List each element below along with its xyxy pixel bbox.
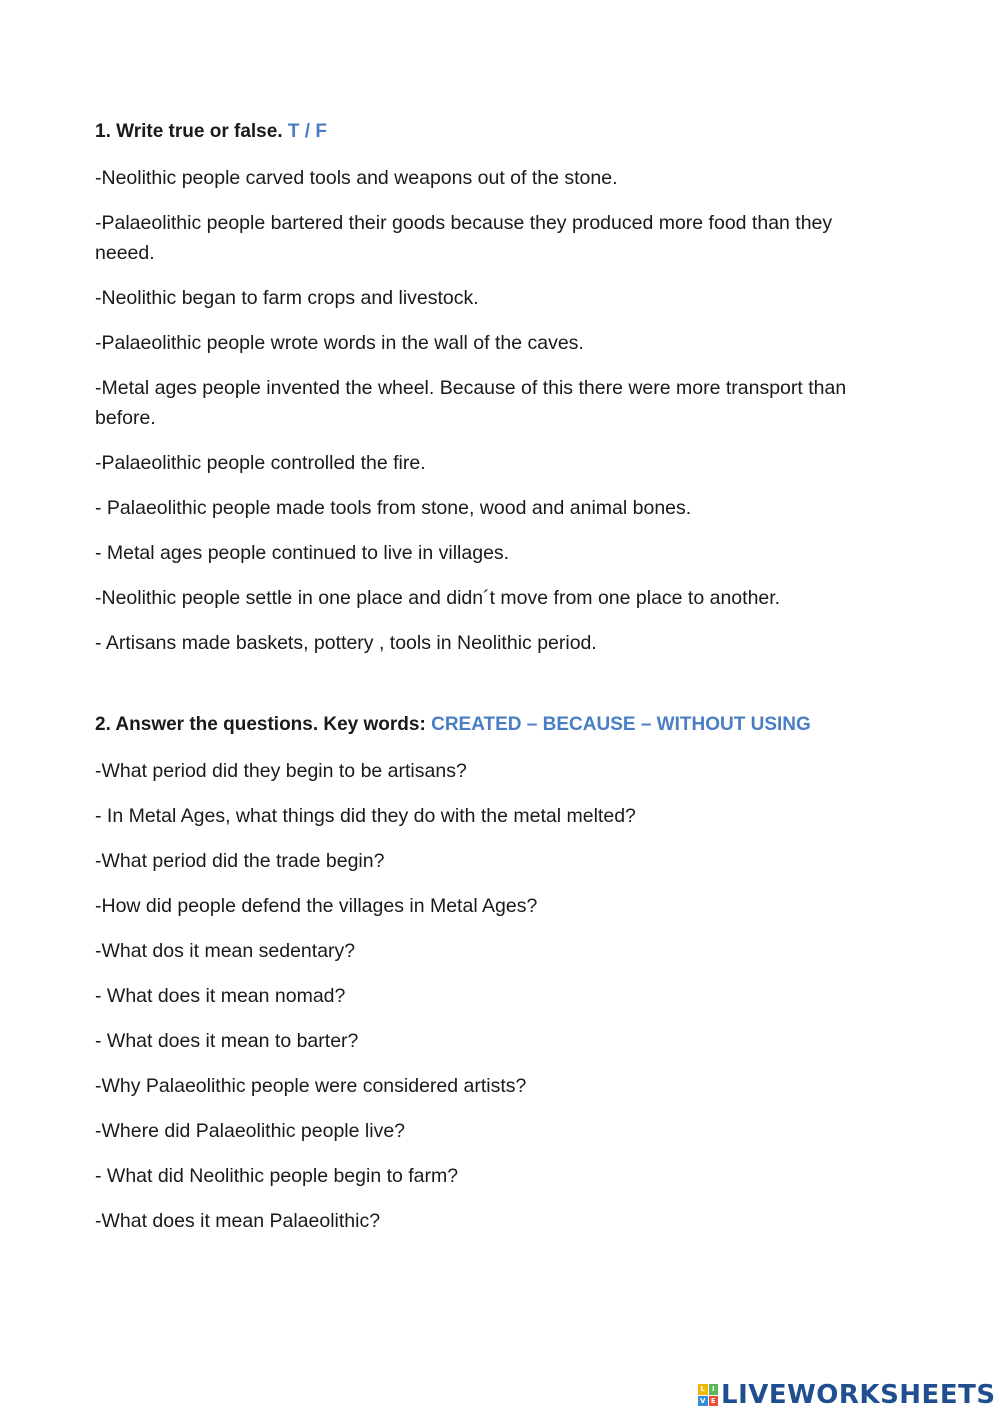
section-1-answer-key: T / F: [287, 121, 327, 142]
section-1-heading: [95, 118, 895, 146]
question-item: -How did people defend the villages in Metal Ages?: [95, 895, 538, 917]
question-item: - What does it mean nomad?: [95, 985, 346, 1007]
question-item: - What did Neolithic people begin to farm?: [95, 1165, 459, 1187]
logo-mark-cell: I: [709, 1384, 719, 1395]
true-false-statement: -Neolithic people carved tools and weapons out of the stone.: [95, 167, 618, 189]
question-item: - What does it mean to barter?: [95, 1030, 359, 1052]
question-item: -What period did they begin to be artisans?: [95, 760, 467, 782]
true-false-statement: - Artisans made baskets, pottery , tools in Neolithic period.: [95, 632, 597, 654]
section-2-key-words: CREATED – BECAUSE – WITHOUT USING: [431, 714, 811, 735]
logo-mark-cell: E: [709, 1396, 719, 1407]
logo-wordmark: LIVEWORKSHEETS: [721, 1380, 996, 1410]
logo-mark-cell: V: [698, 1396, 708, 1407]
true-false-statement: -Palaeolithic people controlled the fire.: [95, 452, 426, 474]
logo-mark-cell: L: [698, 1384, 708, 1395]
section-1-title: 1. Write true or false.: [95, 121, 283, 142]
question-item: -What period did the trade begin?: [95, 850, 385, 872]
question-item: -What dos it mean sedentary?: [95, 940, 356, 962]
logo-mark-icon: [698, 1384, 718, 1406]
question-item: -Where did Palaeolithic people live?: [95, 1120, 406, 1142]
section-2-heading: [95, 711, 895, 739]
section-1-list: [95, 163, 895, 658]
question-item: - In Metal Ages, what things did they do with the metal melted?: [95, 805, 636, 827]
question-item: -Why Palaeolithic people were considered artists?: [95, 1075, 527, 1097]
worksheet-content: [95, 118, 895, 1251]
true-false-statement: -Metal ages people invented the wheel. Because of this there were more transport than before.: [95, 377, 847, 429]
liveworksheets-logo: [698, 1378, 996, 1412]
true-false-statement: - Metal ages people continued to live in villages.: [95, 542, 510, 564]
question-item: -What does it mean Palaeolithic?: [95, 1210, 381, 1232]
true-false-statement: -Neolithic people settle in one place and didn´t move from one place to another.: [95, 587, 781, 609]
true-false-statement: - Palaeolithic people made tools from stone, wood and animal bones.: [95, 497, 692, 519]
section-2-title: 2. Answer the questions. Key words:: [95, 714, 426, 735]
section-2-list: [95, 756, 895, 1236]
true-false-statement: -Palaeolithic people wrote words in the wall of the caves.: [95, 332, 584, 354]
true-false-statement: -Neolithic began to farm crops and livestock.: [95, 287, 479, 309]
true-false-statement: -Palaeolithic people bartered their goods because they produced more food than they neeed.: [95, 212, 833, 264]
